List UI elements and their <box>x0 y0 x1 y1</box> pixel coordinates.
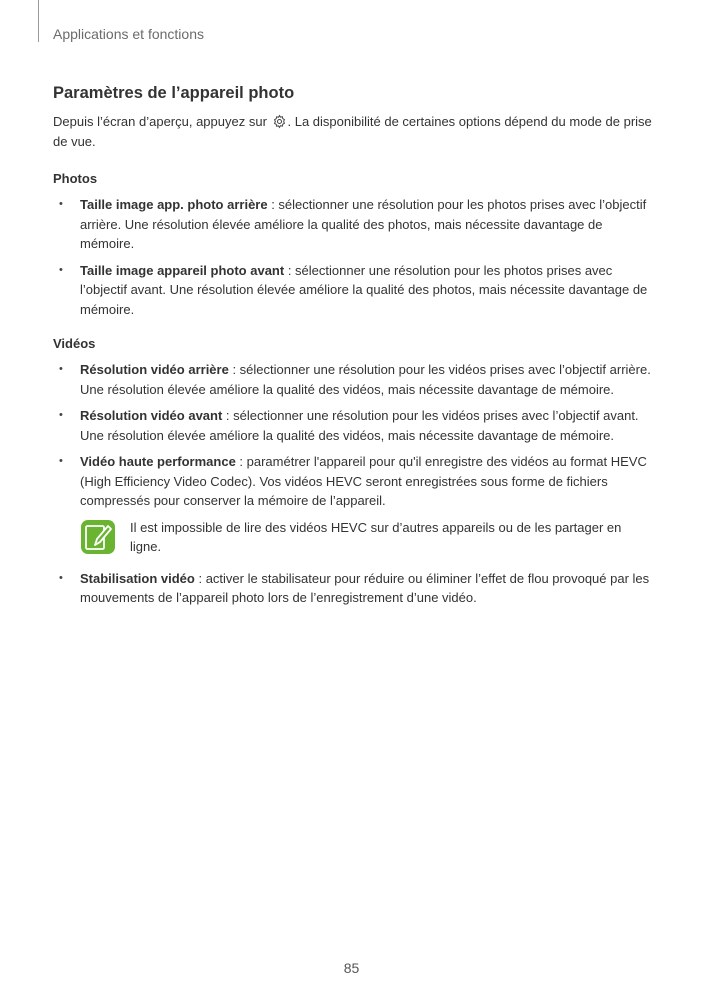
item-text: : paramétrer l'appareil pour qu'il enregistre des vidéos au format HEVC (High Efficiency Video Codec). Vos vidéos HEVC seront enregistrées sous forme de fichiers compressés pour conserver la mémoire de l’appareil. <box>80 454 647 508</box>
intro-text-after: . La disponibilité de certaines options dépend du mode de prise de vue. <box>53 114 652 149</box>
item-text: : sélectionner une résolution pour les photos prises avec l’objectif arrière. Une résolution élevée améliore la qualité des photos, mais nécessite davantage de mémoire. <box>80 197 647 251</box>
item-term: Résolution vidéo avant <box>80 408 223 423</box>
list-item <box>53 452 653 511</box>
margin-rule <box>38 0 39 42</box>
intro-paragraph <box>53 112 653 151</box>
photos-heading: Photos <box>53 171 98 186</box>
item-text: : activer le stabilisateur pour réduire ou éliminer l’effet de flou provoqué par les mouvements de l’appareil photo lors de l’enregistrement d’une vidéo. <box>80 570 650 605</box>
list-item <box>53 261 653 320</box>
item-term: Taille image app. photo arrière <box>80 197 268 212</box>
photos-list <box>53 195 653 319</box>
bullet: • <box>59 263 63 276</box>
item-text: : sélectionner une résolution pour les photos prises avec l’objectif avant. Une résolution élevée améliore la qualité des photos, mais nécessite davantage de mémoire. <box>80 262 648 317</box>
list-item <box>53 195 653 254</box>
chapter-header: Applications et fonctions <box>53 26 204 42</box>
videos-list <box>53 360 653 511</box>
bullet: • <box>59 198 63 210</box>
item-term: Résolution vidéo arrière <box>80 362 229 377</box>
bullet: • <box>59 571 63 584</box>
list-item <box>53 406 653 445</box>
gear-icon <box>272 114 287 129</box>
intro-text-before: Depuis l’écran d’aperçu, appuyez sur <box>53 114 271 129</box>
item-text: : sélectionner une résolution pour les vidéos prises avec l’objectif avant. Une résolution élevée améliore la qualité des vidéos, mais nécessite davantage de mémoire. <box>80 408 639 443</box>
note-box <box>80 518 653 557</box>
bullet: • <box>59 409 63 421</box>
item-term: Taille image appareil photo avant <box>80 262 285 278</box>
videos-list-continued <box>53 569 653 608</box>
page-content <box>53 84 653 615</box>
bullet: • <box>59 363 63 375</box>
section-title: Paramètres de l’appareil photo <box>53 84 295 102</box>
item-text: : sélectionner une résolution pour les vidéos prises avec l’objectif arrière. Une résolution élevée améliore la qualité des vidéos, mais nécessite davantage de mémoire. <box>80 362 651 397</box>
list-item <box>53 360 653 399</box>
item-term: Vidéo haute performance <box>80 454 236 469</box>
videos-heading: Vidéos <box>53 336 96 351</box>
note-pencil-icon <box>80 519 116 555</box>
list-item <box>53 569 653 608</box>
bullet: • <box>59 455 63 467</box>
note-text: Il est impossible de lire des vidéos HEVC sur d’autres appareils ou de les partager en ligne. <box>130 519 622 554</box>
item-term: Stabilisation vidéo <box>80 570 195 586</box>
page-number: 85 <box>343 960 360 976</box>
